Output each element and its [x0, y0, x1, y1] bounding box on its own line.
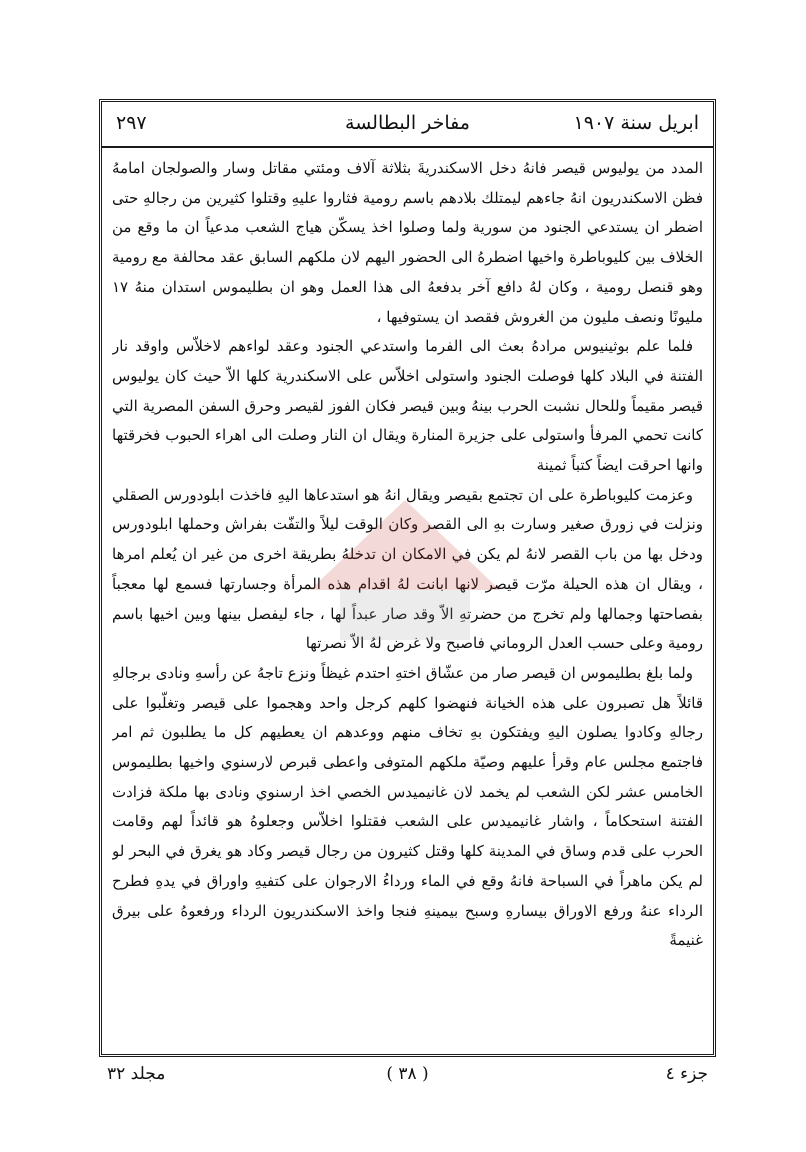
paragraph: المدد من يوليوس قيصر فانهُ دخل الاسكندريةَ بثلاثة آلاف ومئتي مقاتل وسار والصولجان امامهُ فظن الاسكندريون انهُ جاءهم ليمتلك بلادهم باسم رومية فثاروا عليهِ وقتلوا كثيرين من رجالهِ حتى اضطر ان يستدعي الجنود من سورية ولما وصلوا اخذ يسكّن هياج الشعب مدعياً ان ما وقع من الخلاف بين كليوباطرة واخيها اضطرهُ الى الحضور اليهم لان ملكهم السابق عقد محالفة مع رومية وهو قنصل رومية ، وكان لهُ دافع آخر بدفعهُ الى هذا العمل وهو ان بطليموس استدان منهُ ١٧ مليونًا ونصف مليون من الغروش فقصد ان يستوفيها ، [112, 159, 703, 326]
header-page-number: ٢٩٧ [116, 112, 147, 134]
header-date: ابريل سنة ١٩٠٧ [573, 112, 699, 134]
paragraph: وعزمت كليوباطرة على ان تجتمع بقيصر ويقال انهُ هو استدعاها اليهِ فاخذت ابلودورس الصقلي ونزلت في زورق صغير وسارت بهِ الى القصر وكان الوقت ليلاً والتفّت بفراش وحملها ابلودورس ودخل بها من باب القصر لانهُ لم يكن في الامكان ان تدخلهُ بطريقة اخرى من غير ان يُعلم امرها ، ويقال ان هذه الحيلة مرّت قيصر لانها ابانت لهُ اقدام هذه المرأة وجسارتها فسمع لها معجباً بفصاحتها وجمالها ولم تخرج من حضرتهِ الاّ وقد صار عبداً لها ، جاء ليفصل بينها وبين اخيها باسم رومية وعلى حسب العدل الروماني فاصبح ولا غرض لهُ الاّ نصرتها [112, 485, 703, 653]
paragraph: فلما علم بوثينيوس مرادهُ بعث الى الفرما واستدعي الجنود وعقد لواءهم لاخلاّس واوقد نار الفتنة في البلاد كلها فوصلت الجنود واستولى اخلاّس على الاسكندرية كلها الاّ حيث كان يوليوس قيصر مقيماً وللحال نشبت الحرب بينهُ وبين قيصر فكان الفوز لقيصر وحرق السفن المصرية التي كانت تحمي المرفأ واستولى على جزيرة المنارة ويقال ان النار وصلت الى اهراء الحبوب فخرقتها وانها احرقت ايضاً كتباً ثمينة [112, 337, 703, 475]
footer-part: جزء ٤ [665, 1064, 708, 1084]
footer-page-number: ( ٣٨ ) [386, 1064, 429, 1084]
paragraph: ولما بلغ بطليموس ان قيصر صار من عشّاق اختهِ احتدم غيظاً ونزع تاجهُ عن رأسهِ ونادى برجالهِ قائلاً هل تصبرون على هذه الخيانة فنهضوا كلهم كرجل واحد وهجموا على قيصر وتغلّبوا على رجالهِ وكادوا يصلون اليهِ ويفتكون بهِ تخاف منهم ووعدهم ان يعطيهم كل ما يطلبون ثم امر فاجتمع مجلس عام وقرأ عليهم وصيّة ملكهم المتوفى واعطى قبرص لارسنوي واخيها بطليموس الخامس عشر لكن الشعب لم يخمد لان غانيميدس الخصي اخذ ارسنوي ونادى بها ملكة فزادت الفتنة استحكاماً ، واشار غانيميدس على الشعب فقتلوا اخلاّس وجعلوهُ هو قائداً لهم وقامت الحرب على قدم وساق في المدينة كلها وقتل كثيرون من رجال قيصر وكاد هو يغرق في البحر لو لم يكن ماهراً في السباحة فانهُ وقع في الماء ورداءُ الارجوان على كتفيهِ واوراق في يدهِ فطرح الرداء عنهُ ورفع الاوراق بيسارهِ وسبح بيمينهِ فنجا واخذ الاسكندريون الرداء ورفعوهُ على بيرق غنيمةً [112, 663, 703, 950]
page-frame [99, 99, 716, 1057]
footer-volume: مجلد ٣٢ [107, 1064, 166, 1084]
page-footer [99, 1062, 716, 1092]
running-header [102, 102, 713, 148]
article-body [112, 154, 703, 1034]
header-title: مفاخر البطالسة [345, 112, 470, 134]
